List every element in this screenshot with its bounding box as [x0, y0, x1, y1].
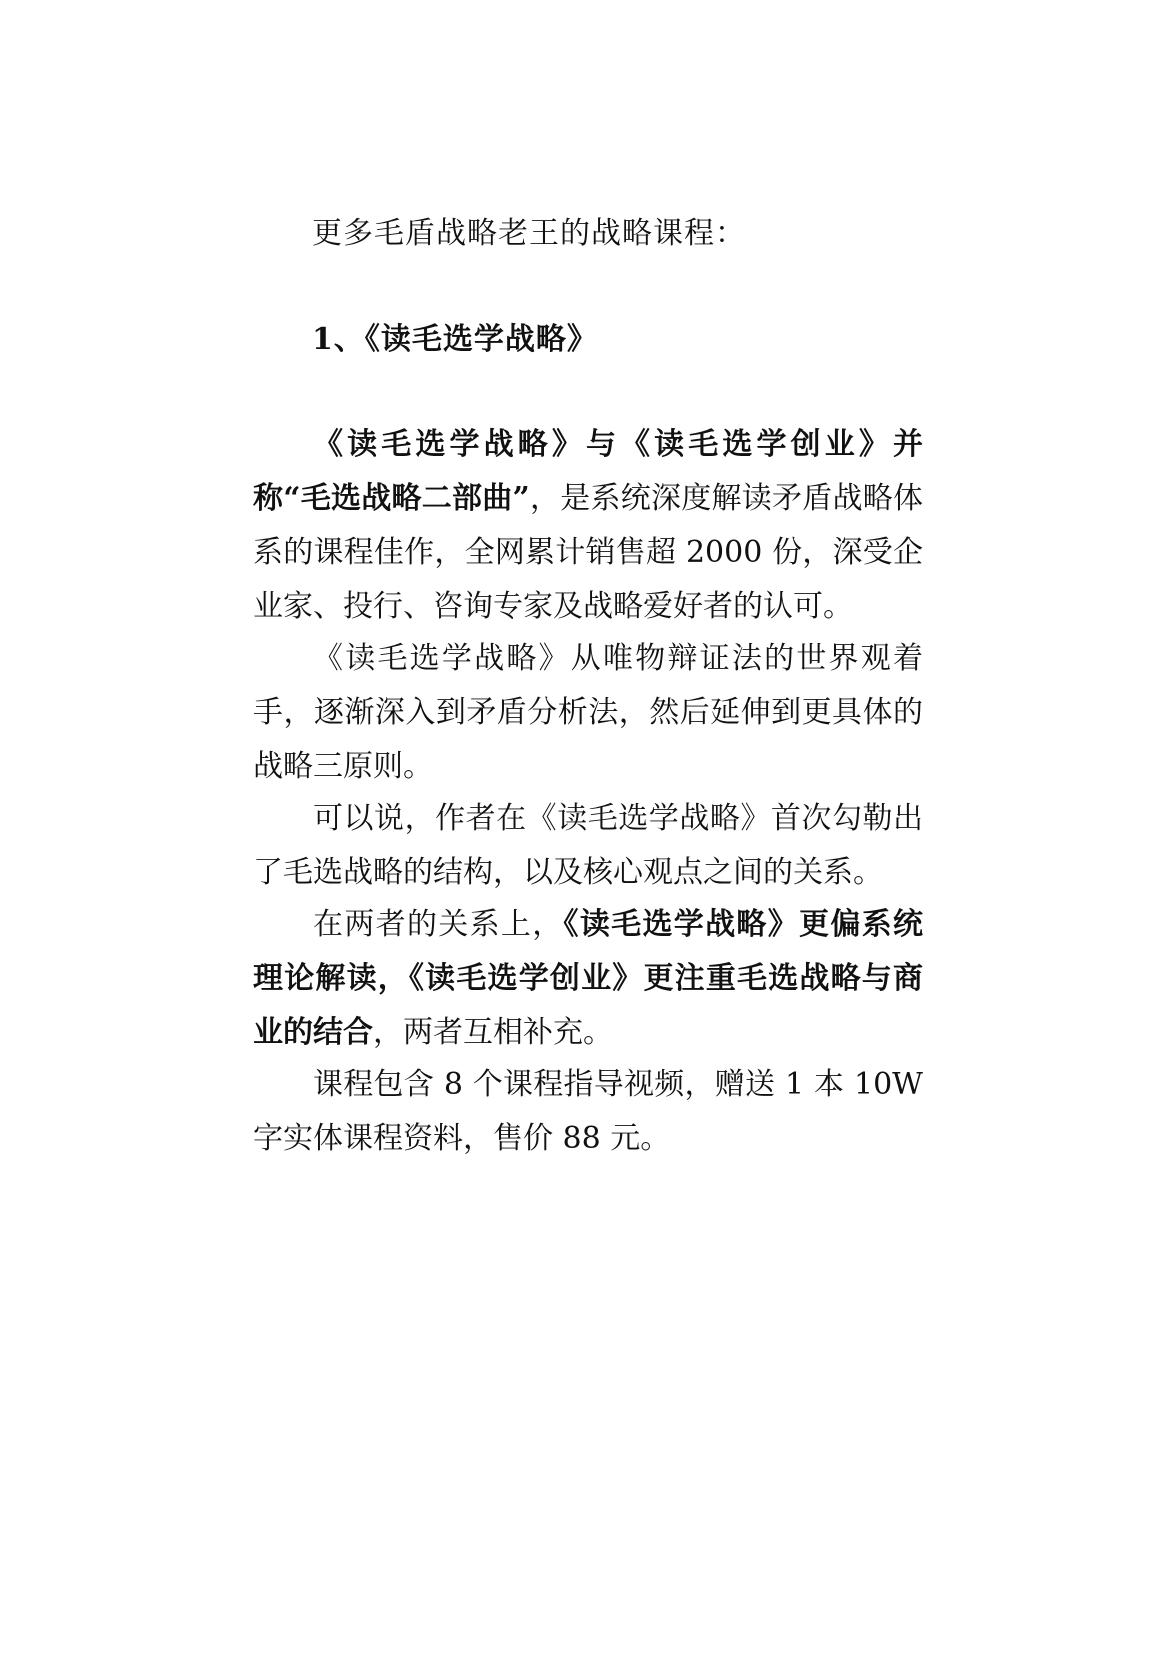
paragraph-course-price: 课程包含 8 个课程指导视频，赠送 1 本 10W 字实体课程资料，售价 88 元。 [253, 1067, 923, 1156]
paragraph-course-content: 《读毛选学战略》从唯物辩证法的世界观着手，逐渐深入到矛盾分析法，然后延伸到更具体的战略三原则。 [253, 641, 923, 784]
paragraph-course-relation [253, 898, 923, 1060]
relation-lead-text: 在两者的关系上， [313, 907, 564, 942]
relation-bold-text: 《读毛选学战略》更偏系统理论解读，《读毛选学创业》更注重毛选战略与商业的结合 [253, 907, 924, 1050]
relation-tail-text: ，两者互相补充。 [373, 1015, 613, 1050]
series-description-text: ，是系统深度解读矛盾战略体系的课程佳作，全网累计销售超 2000 份，深受企业家、投行、咨询专家及战略爱好者的认可。 [253, 481, 924, 624]
series-title-bold: 《读毛选学战略》与《读毛选学创业》并称“毛选战略二部曲” [253, 427, 923, 516]
intro-line: 更多毛盾战略老王的战略课程： [312, 216, 746, 251]
paragraph-series-description [253, 418, 923, 634]
document-page [253, 0, 923, 1653]
paragraph-course-structure: 可以说，作者在《读毛选学战略》首次勾勒出了毛选战略的结构，以及核心观点之间的关系。 [253, 801, 923, 890]
course-heading: 1、《读毛选学战略》 [312, 322, 598, 357]
